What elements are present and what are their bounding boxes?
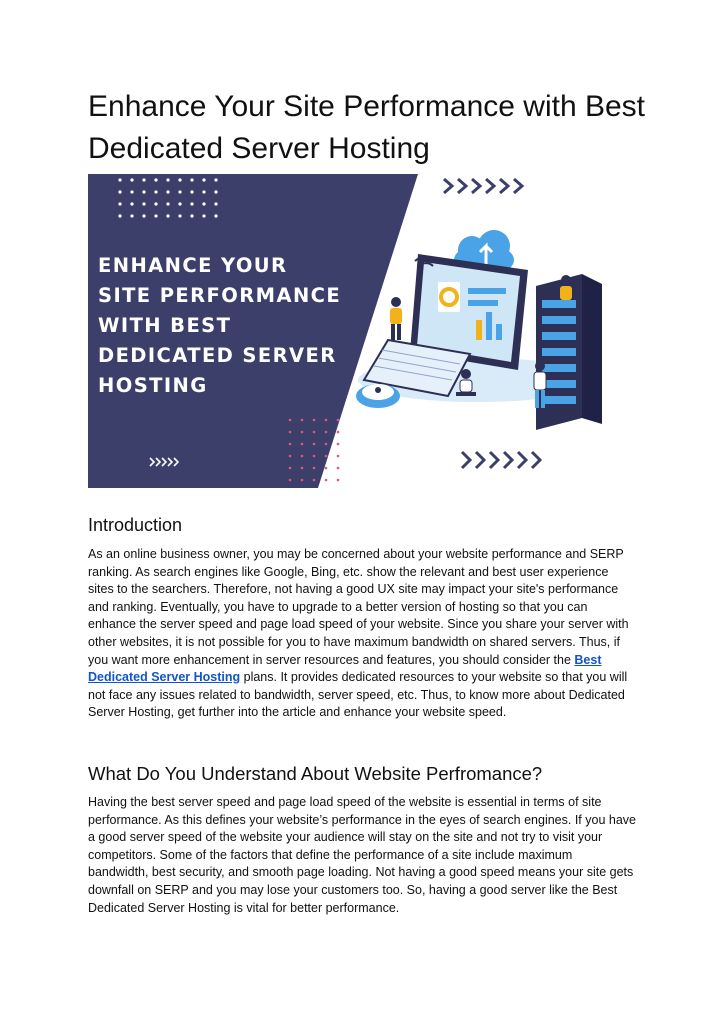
person-on-server-illustration [560, 275, 572, 300]
introduction-paragraph [88, 546, 636, 722]
website-performance-paragraph: Having the best server speed and page load speed of the website is essential in terms of site performance. As this defines your website’s performance in the eyes of search engines. If you have a good server speed of the website your audience will stay on the site and not try to visit your competitors. Some of the factors that define the performance of a site include maximum bandwidth, best security, and smooth page loading. Not having a good speed means your site gets downfall on SERP and you may lose your customers too. So, having a good server like the Best Dedicated Server Hosting is vital for better performance. [88, 795, 636, 915]
introduction-text-part-2: plans. It provides dedicated resources to your website so that you will not face any issues related to bandwidth, server speed, etc. Thus, to know more about Dedicated Server Hosting, get further into the article and enhance your website speed. [88, 670, 628, 720]
hero-headline-line-4: DEDICATED SERVER [98, 344, 337, 367]
section-heading-introduction: Introduction [88, 515, 183, 535]
hero-headline-line-1: ENHANCE YOUR [98, 254, 288, 277]
lock-badge-icon [356, 384, 400, 408]
hero-banner-image [88, 174, 632, 488]
hero-headline-line-3: WITH BEST [98, 314, 232, 337]
hero-headline-line-5: HOSTING [98, 374, 208, 397]
section-heading-website-performance: What Do You Understand About Website Perfromance? [88, 763, 543, 784]
best-dedicated-server-hosting-link[interactable]: Best Dedicated Server Hosting [88, 652, 602, 685]
hero-headline-line-2: SITE PERFORMANCE [98, 284, 342, 307]
page-title: Enhance Your Site Performance with Best Dedicated Server Hosting [88, 90, 645, 165]
introduction-text-part-1: As an online business owner, you may be concerned about your website performance and SERP ranking. As search engines like Google, Bing, etc. show the relevant and best user experience sites to the searchers. Therefore, not having a good UX site may impact your site's performance and ranking. Eventually, you have to upgrade to a better version of hosting so that you can enhance the server speed and page load speed of your website. Since you share your server with other websites, it is not possible for you to have maximum bandwidth on shared servers. Thus, if you want more enhancement in server resources and features, you should consider the [88, 547, 629, 667]
